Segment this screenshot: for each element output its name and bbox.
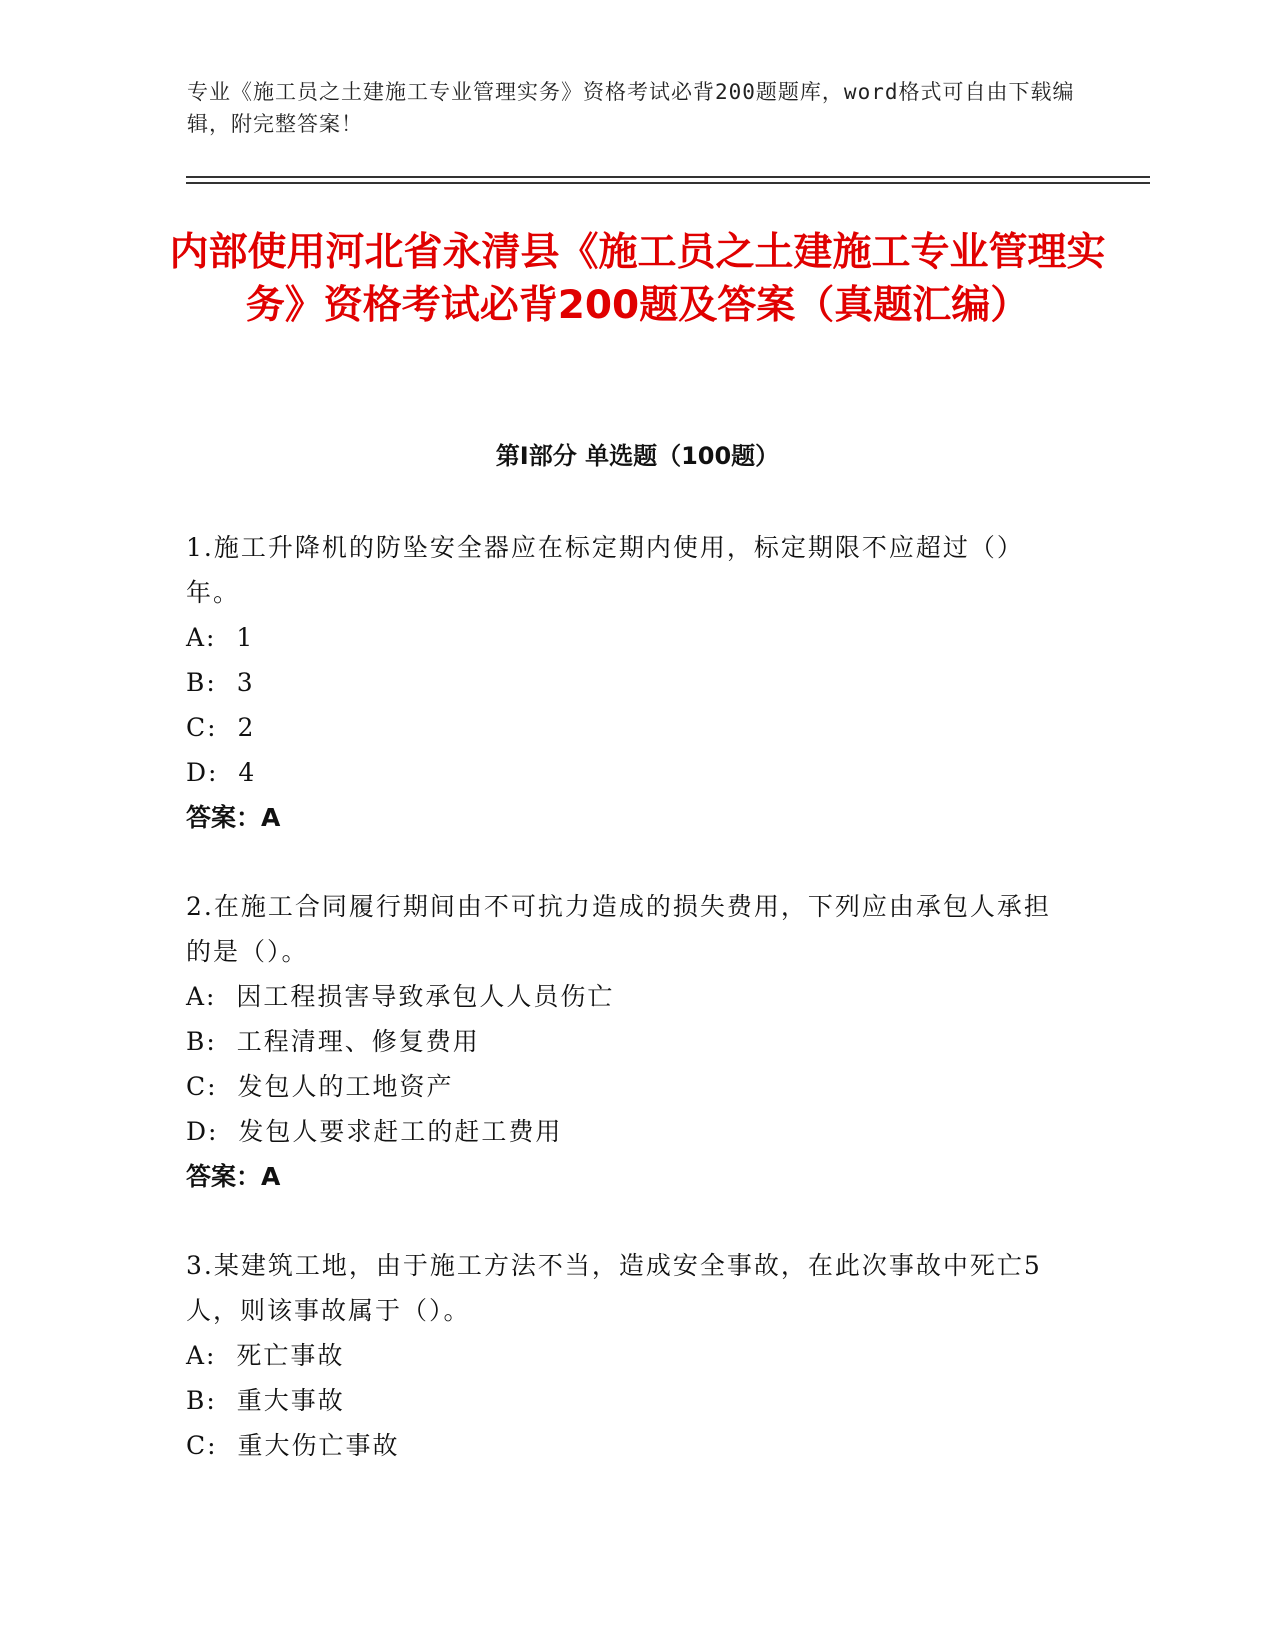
section-title: 第I部分 单选题（100题） — [495, 442, 780, 470]
option-d: D: 4 — [186, 758, 257, 787]
option-a: A: 因工程损害导致承包人人员伤亡 — [186, 982, 615, 1011]
header-rule-top — [186, 176, 1150, 178]
question-text: 1.施工升降机的防坠安全器应在标定期内使用，标定期限不应超过（）年。 — [186, 533, 1024, 607]
option-b: B: 3 — [186, 668, 255, 697]
answer: 答案：A — [186, 1162, 281, 1191]
question-2 — [186, 884, 1066, 1199]
option-a: A: 1 — [186, 623, 255, 652]
question-1 — [186, 525, 1066, 840]
question-3 — [186, 1243, 1066, 1468]
question-text: 2.在施工合同履行期间由不可抗力造成的损失费用，下列应由承包人承担的是（）。 — [186, 892, 1051, 966]
header-rule-bottom — [186, 182, 1150, 184]
document-title: 内部使用河北省永清县《施工员之土建施工专业管理实务》资格考试必背200题及答案（真题汇编） — [169, 230, 1106, 328]
answer: 答案：A — [186, 803, 281, 832]
option-b: B: 重大事故 — [186, 1386, 345, 1415]
option-d: D: 发包人要求赶工的赶工费用 — [186, 1117, 563, 1146]
option-b: B: 工程清理、修复费用 — [186, 1027, 480, 1056]
option-c: C: 发包人的工地资产 — [186, 1072, 454, 1101]
header-note: 专业《施工员之土建施工专业管理实务》资格考试必背200题题库，word格式可自由下载编辑，附完整答案！ — [187, 80, 1075, 136]
option-c: C: 重大伤亡事故 — [186, 1431, 400, 1460]
question-text: 3.某建筑工地，由于施工方法不当，造成安全事故，在此次事故中死亡5人，则该事故属于（）。 — [186, 1251, 1042, 1325]
option-c: C: 2 — [186, 713, 256, 742]
option-a: A: 死亡事故 — [186, 1341, 345, 1370]
question-list — [186, 525, 1066, 1512]
